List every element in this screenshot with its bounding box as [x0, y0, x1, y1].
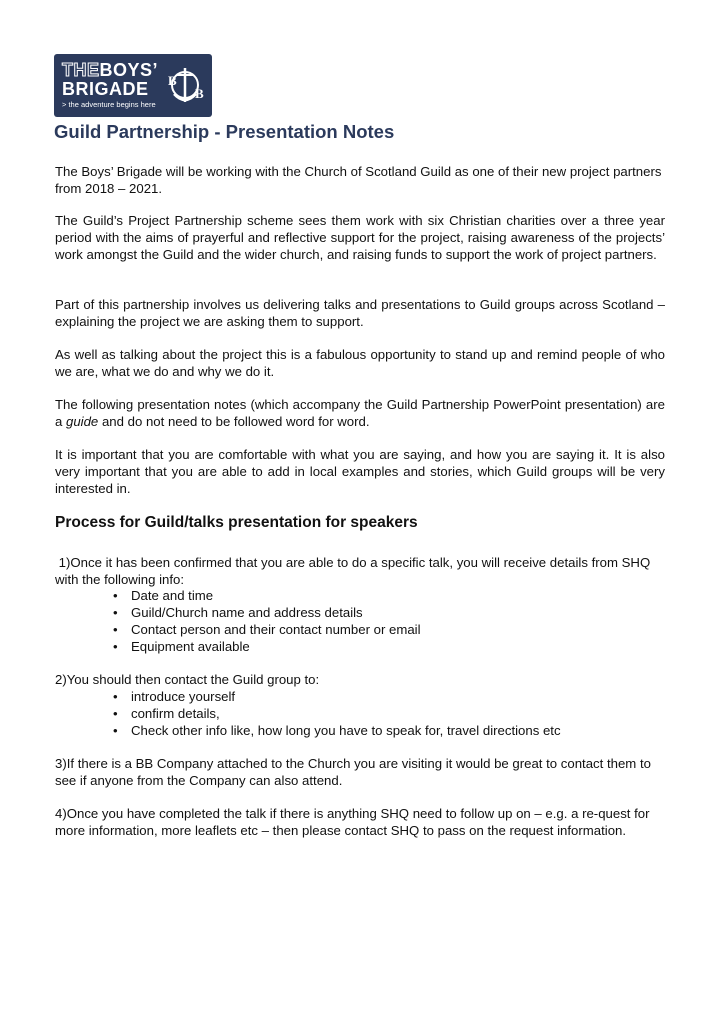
list-item: • Contact person and their contact number or email	[110, 621, 421, 638]
logo-tagline: > the adventure begins here	[62, 100, 156, 109]
step-2-text: 2)You should then contact the Guild group to:	[55, 672, 320, 687]
anchor-emblem-icon	[162, 58, 208, 112]
logo-line-1: THEBOYS’	[62, 60, 159, 80]
emblem-letter-right: B	[195, 86, 204, 101]
step-4-text: 4)Once you have completed the talk if there is anything SHQ need to follow up on – e.g. a re-quest for more information, more leaflets etc – then please contact SHQ to pass on the request information.	[55, 806, 650, 838]
paragraph-partnership-scheme: The Guild’s Project Partnership scheme sees them work with six Christian charities over a three year period with the aims of prayerful and reflective support for the project, raising awareness of the projects’ work amongst the Guild and the wider church, and raising funds to support the work of project partners.	[55, 213, 665, 262]
logo-line-2: BRIGADE	[62, 79, 149, 99]
emblem-letter-left: B	[168, 73, 177, 88]
step-1-list	[110, 587, 421, 655]
page-title: Guild Partnership - Presentation Notes	[54, 121, 395, 142]
paragraph-guide: The following presentation notes (which accompany the Guild Partnership PowerPoint presentation) are a guide and do not need to be followed word for word.	[55, 397, 665, 429]
list-item: • Date and time	[110, 587, 421, 604]
list-item: • introduce yourself	[110, 688, 561, 705]
paragraph-comfortable: It is important that you are comfortable with what you are saying, and how you are saying it. It is also very important that you are able to add in local examples and stories, which Guild groups will be very interested in.	[55, 447, 665, 496]
step-1-text: 1)Once it has been confirmed that you are able to do a specific talk, you will receive details from SHQ with the following info:	[55, 555, 654, 587]
paragraph-opportunity: As well as talking about the project this is a fabulous opportunity to stand up and remind people of who we are, what we do and why we do it.	[55, 347, 665, 379]
list-item: • confirm details,	[110, 705, 561, 722]
list-item: • Guild/Church name and address details	[110, 604, 421, 621]
step-3-text: 3)If there is a BB Company attached to the Church you are visiting it would be great to contact them to see if anyone from the Company can also attend.	[55, 756, 651, 788]
boys-brigade-logo	[54, 54, 212, 117]
step-2-list	[110, 688, 561, 739]
list-item: • Equipment available	[110, 638, 421, 655]
paragraph-talks: Part of this partnership involves us delivering talks and presentations to Guild groups across Scotland – explaining the project we are asking them to support.	[55, 297, 665, 329]
list-item: • Check other info like, how long you have to speak for, travel directions etc	[110, 722, 561, 739]
process-heading: Process for Guild/talks presentation for speakers	[55, 514, 418, 531]
paragraph-intro: The Boys’ Brigade will be working with the Church of Scotland Guild as one of their new project partners from 2018 – 2021.	[55, 164, 662, 196]
